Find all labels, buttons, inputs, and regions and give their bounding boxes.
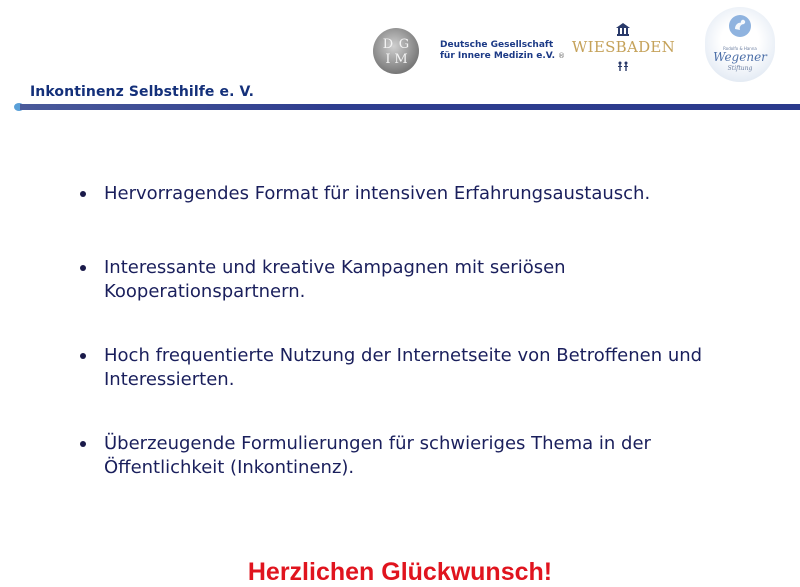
dgim-line2: für Innere Medizin e.V.: [440, 51, 556, 61]
bullet-text: Interessante und kreative Kampagnen mit seriösen Kooperationspartnern.: [104, 257, 566, 302]
bullet-text: Hervorragendes Format für intensiven Erfahrungsaustausch.: [104, 183, 651, 204]
dgim-line1: Deutsche Gesellschaft: [440, 40, 554, 50]
congratulations-text: Herzlichen Glückwunsch!: [247, 558, 553, 586]
svg-text:M: M: [394, 52, 408, 67]
registered-mark: ®: [558, 52, 566, 60]
bullet-icon: [80, 265, 86, 271]
bullet-icon: [80, 441, 86, 447]
dgim-logo: [373, 28, 419, 74]
bullet-icon: [80, 191, 86, 197]
building-icon: [615, 22, 631, 38]
wegener-small-text: Rodolfo & Hanna: [723, 46, 757, 51]
bullet-text: Hoch frequentierte Nutzung der Internetseite von Betroffenen und Interessierten.: [104, 345, 703, 390]
svg-text:I: I: [385, 52, 391, 67]
wiesbaden-logo: [571, 22, 676, 78]
bullet-text: Überzeugende Formulierungen für schwieriges Thema in der Öffentlichkeit (Inkontinenz).: [104, 433, 651, 478]
wiesbaden-wordmark: WIESBADEN: [571, 38, 676, 56]
lily-icon: [615, 60, 631, 74]
bullet-icon: [80, 353, 86, 359]
svg-text:D: D: [382, 37, 394, 52]
wegener-name: Wegener: [713, 50, 767, 64]
dgim-monogram: [373, 34, 419, 72]
wegener-emblem-icon: [729, 15, 751, 37]
wegener-sub: Stiftung: [727, 65, 753, 72]
wegener-stiftung-logo: [705, 7, 775, 82]
dgim-wordmark: [440, 40, 565, 62]
header-rule: [20, 104, 800, 110]
svg-text:G: G: [398, 37, 410, 52]
org-name: Inkontinenz Selbsthilfe e. V.: [30, 84, 255, 100]
